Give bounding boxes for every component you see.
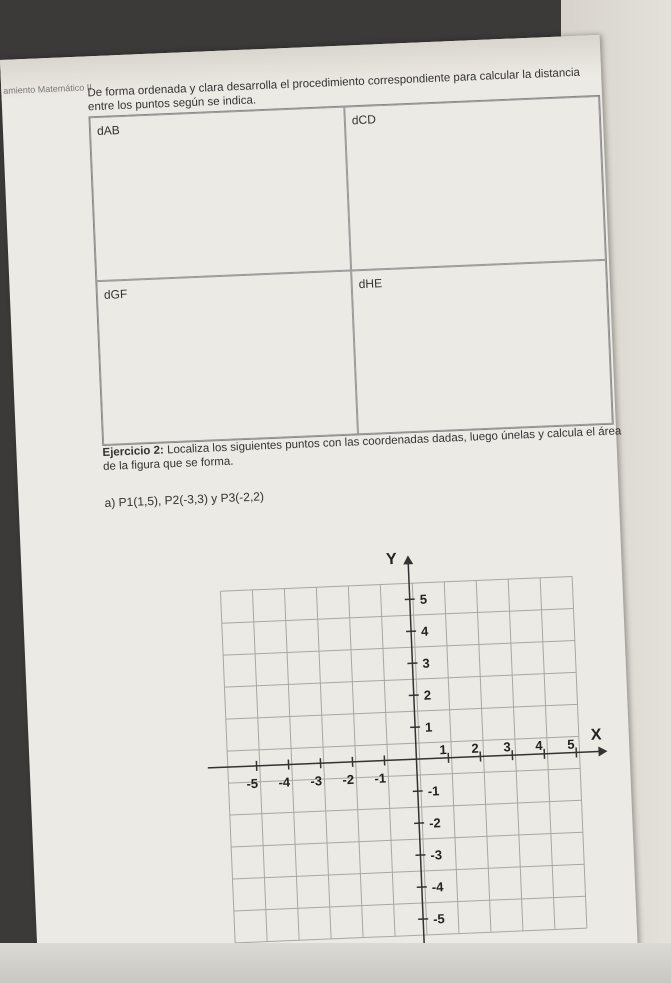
grid-line-horizontal (226, 704, 578, 719)
y-tick-label: 4 (420, 623, 429, 639)
x-tick-label: -4 (278, 774, 291, 790)
grid-line-horizontal (234, 896, 586, 911)
worksheet-page (0, 35, 638, 982)
grid-line-horizontal (230, 800, 582, 815)
x-axis-arrow (598, 746, 607, 756)
exercise-2-label: Ejercicio 2: (102, 444, 165, 460)
exercise-2-item-a: a) P1(1,5), P2(-3,3) y P3(-2,2) (104, 489, 265, 511)
grid-line-horizontal (222, 608, 574, 623)
x-axis-label: X (590, 726, 602, 744)
x-tick-label: -5 (246, 775, 259, 792)
cell-dhe (351, 260, 613, 435)
y-tick-label: 1 (424, 719, 433, 735)
y-tick-label: 5 (419, 591, 428, 607)
cell-dab (89, 107, 351, 282)
x-tick-label: -3 (310, 773, 323, 789)
y-tick-label: -5 (432, 911, 446, 927)
grid-line-horizontal (220, 576, 572, 591)
x-tick-label: 5 (567, 736, 575, 752)
y-tick-label: 3 (422, 655, 430, 671)
x-tick-label: 2 (471, 740, 479, 756)
y-tick-label: 2 (423, 687, 432, 703)
exercise-2-text: Localiza los siguientes puntos con las coordenadas dadas, luego únelas y calcula el área de la figura que se forma. (102, 425, 622, 474)
y-axis-arrow (403, 555, 413, 564)
course-header: amiento Matemático II (3, 82, 92, 96)
grid-line-horizontal (232, 864, 584, 879)
x-tick-label: -2 (342, 771, 355, 788)
cartesian-plane (128, 508, 602, 927)
grid-line-horizontal (235, 928, 587, 943)
y-tick-label: -2 (428, 815, 442, 831)
cell-label-dhe: dHE (358, 276, 383, 292)
x-tick-label: 1 (439, 741, 447, 758)
instructions-text: De forma ordenada y clara desarrolla el procedimiento correspondiente para calcular la distancia entre los puntos según se indica. (87, 66, 581, 114)
cell-label-dgf: dGF (103, 286, 128, 302)
grid-line-horizontal (227, 736, 579, 754)
y-tick-label: -3 (430, 847, 443, 863)
grid-line-horizontal (231, 832, 583, 847)
y-tick-label: -1 (427, 783, 440, 799)
x-tick-label: 4 (535, 737, 543, 754)
cell-dcd (344, 96, 606, 271)
cell-dgf (96, 270, 358, 445)
grid-line-horizontal (223, 640, 575, 655)
y-axis-label: Y (385, 550, 398, 569)
y-tick-label: -4 (431, 879, 444, 895)
x-tick-label: 3 (503, 739, 511, 755)
desk-edge (0, 943, 671, 983)
grid-line-horizontal (224, 672, 576, 687)
x-tick-label: -1 (374, 770, 387, 786)
y-axis (408, 558, 428, 955)
cell-label-dcd: dCD (351, 112, 377, 128)
cell-label-dab: dAB (96, 123, 121, 138)
distance-answer-table (88, 95, 613, 446)
